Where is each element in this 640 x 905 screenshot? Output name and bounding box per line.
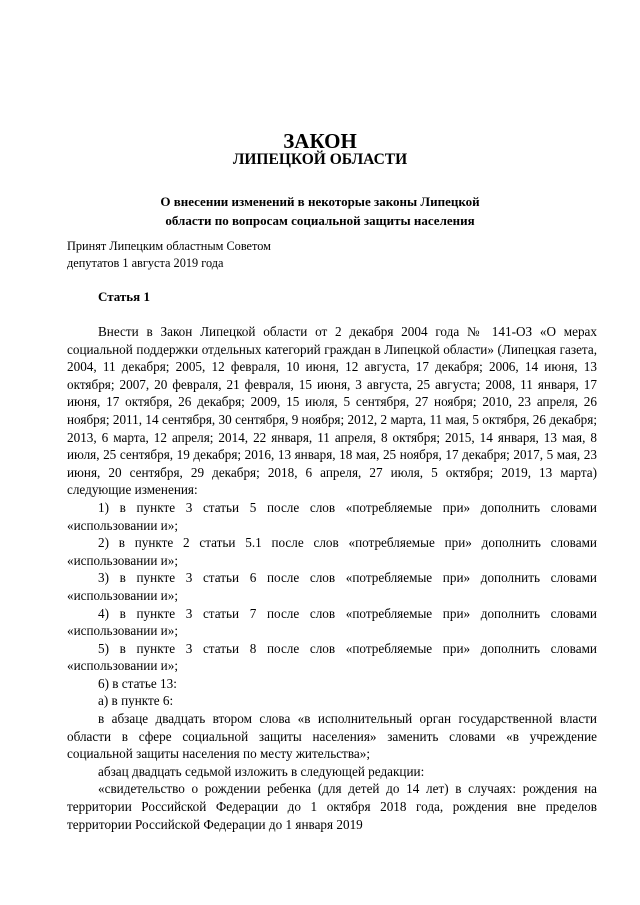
paragraph: 6) в статье 13:	[98, 675, 177, 691]
heading-line-2: области по вопросам социальной защиты населения	[165, 213, 475, 228]
adoption-line-2: депутатов 1 августа 2019 года	[67, 256, 224, 270]
law-heading	[140, 192, 500, 230]
paragraph: 1) в пункте 3 статьи 5 после слов «потребляемые при» дополнить словами «использовании и»;	[67, 499, 597, 533]
adoption-line-1: Принят Липецким областным Советом	[67, 239, 271, 253]
paragraph: абзац двадцать седьмой изложить в следующей редакции:	[98, 763, 425, 779]
paragraph: 4) в пункте 3 статьи 7 после слов «потребляемые при» дополнить словами «использовании и»;	[67, 605, 597, 639]
law-region: ЛИПЕЦКОЙ ОБЛАСТИ	[232, 151, 408, 168]
paragraph: 2) в пункте 2 статьи 5.1 после слов «потребляемые при» дополнить словами «использовании и»;	[67, 535, 597, 568]
paragraph: «свидетельство о рождении ребенка (для детей до 14 лет) в случаях: рождения на территории Российской Федерации до 1 октября 2018 года, рождения вне пределов территории Российской Федерации до 1 января 2019	[67, 781, 597, 832]
paragraph: в абзаце двадцать втором слова «в исполнительный орган государственной власти области в сфере социальной защиты населения» заменить словами «в учреждение социальной защиты населения по месту жительства»;	[67, 711, 597, 762]
heading-line-1: О внесении изменений в некоторые законы Липецкой	[160, 194, 480, 209]
paragraph: 3) в пункте 3 статьи 6 после слов «потребляемые при» дополнить словами «использовании и»;	[67, 570, 597, 603]
adoption-note	[67, 238, 467, 272]
paragraph: а) в пункте 6:	[98, 693, 174, 709]
article-title: Статья 1	[98, 289, 150, 304]
paragraph: Внести в Закон Липецкой области от 2 декабря 2004 года № 141-ОЗ «О мерах социальной поддержки отдельных категорий граждан в Липецкой области» (Липецкая газета, 2004, 11 декабря; 2005, 12 февраля, 10 июня, 12 августа, 17 декабря; 2006, 14 июня, 13 октября; 2007, 20 февраля, 21 февраля, 15 июня, 3 августа, 25 августа; 2008, 11 января, 17 июня, 17 октября, 26 декабря; 2009, 15 июля, 5 сентября, 27 ноября; 2010, 23 апреля, 26 ноября; 2011, 14 сентября, 30 сентября, 9 ноября; 2012, 2 марта, 11 мая, 5 октября, 26 декабря; 2013, 6 марта, 12 апреля; 2014, 22 января, 11 апреля, 8 октября; 2015, 14 января, 13 мая, 8 июля, 25 сентября, 19 декабря; 2016, 13 января, 18 мая, 25 ноября, 17 декабря; 2017, 5 мая, 23 июня, 20 сентября, 29 декабря; 2018, 6 апреля, 27 июля, 5 октября; 2019, 13 марта) следующие изменения:	[67, 324, 597, 498]
paragraph: 5) в пункте 3 статьи 8 после слов «потребляемые при» дополнить словами «использовании и»;	[67, 640, 597, 674]
law-title: ЗАКОН	[283, 129, 357, 153]
article-body	[67, 323, 597, 833]
